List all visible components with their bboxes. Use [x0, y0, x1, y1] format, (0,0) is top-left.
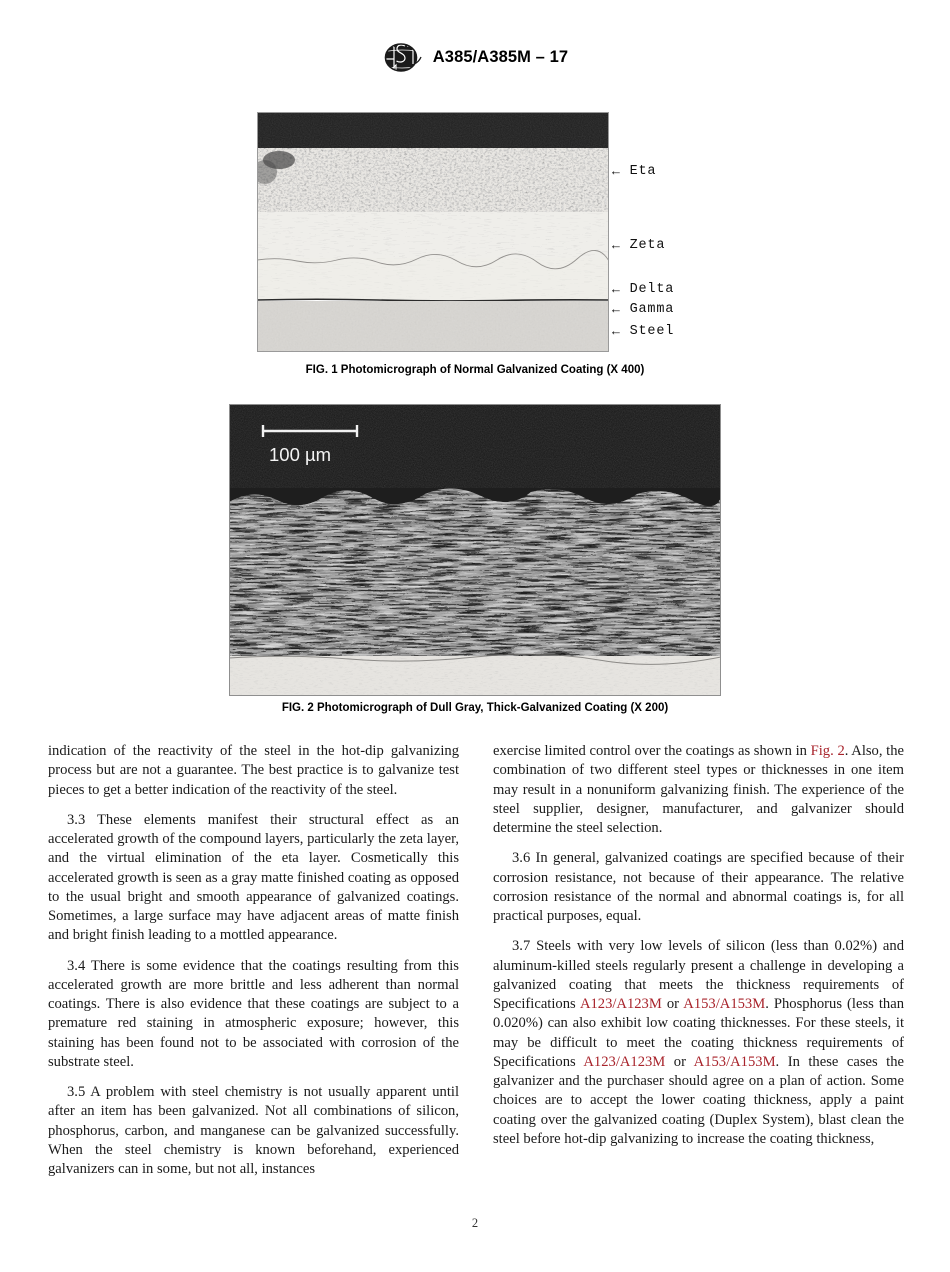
paragraph — [48, 811, 459, 946]
paragraph — [493, 742, 904, 838]
reference-link[interactable]: A123/A123M — [579, 996, 662, 1012]
paragraph — [48, 742, 459, 800]
figure-2-image — [229, 404, 721, 696]
figure-1-micrograph — [257, 112, 609, 352]
figure-1-label-steel — [612, 324, 674, 339]
text-run: 3.7 Steels with very low levels of silicon (less than 0.02%) and aluminum-killed steels regularly present a challenge in developing a galvanized coating that meets the thickness requirements of Specifications — [493, 938, 904, 1012]
reference-link[interactable]: A153/A153M — [693, 1053, 776, 1070]
reference-link[interactable]: A153/A153M — [683, 996, 766, 1012]
figure-1-label-eta — [612, 164, 656, 179]
reference-link[interactable]: Fig. 2 — [810, 743, 845, 759]
layer-name: Delta — [629, 282, 675, 297]
text-run: . Phosphorus (less than 0.020%) can also exhibit low coating thicknesses. For these steels, it may be difficult to meet the coating thickness requirements of Specifications — [493, 996, 904, 1070]
figure-1-image — [257, 112, 609, 352]
text-run: 3.6 In general, galvanized coatings are specified because of their corrosion resistance, not because of their appearance. The relative corrosion resistance of the normal and abnormal coatings is, for all practical purposes, equal. — [493, 850, 904, 924]
body-text-columns — [48, 742, 904, 1179]
arrow-left-icon: ← — [612, 282, 621, 297]
svg-text:100 µm: 100 µm — [269, 444, 332, 465]
figure-1-label-zeta — [612, 238, 665, 253]
arrow-left-icon: ← — [612, 164, 621, 179]
page-title: A385/A385M – 17 — [432, 48, 569, 66]
page-number: 2 — [471, 1216, 479, 1230]
figure-2-micrograph — [229, 404, 721, 696]
page-header — [0, 42, 950, 73]
text-run: indication of the reactivity of the steel in the hot-dip galvanizing process but are not a guarantee. The best practice is to galvanize test pieces to get a better indication of the reactivity of the steel. — [48, 743, 459, 798]
figure-1-label-gamma — [612, 302, 674, 317]
layer-name: Steel — [629, 324, 675, 339]
paragraph — [48, 1083, 459, 1179]
text-run: or — [661, 996, 684, 1012]
figure-1-caption: FIG. 1 Photomicrograph of Normal Galvanized Coating (X 400) — [305, 364, 645, 376]
astm-logo-icon — [382, 42, 422, 73]
text-run: . Also, the combination of two different steel types or thicknesses in one item may result in a nonuniform galvanizing finish. The experience of the steel supplier, designer, manufacturer, and galvanizer should determine the steel selection. — [493, 743, 905, 836]
arrow-left-icon: ← — [612, 302, 621, 317]
layer-name: Gamma — [629, 302, 675, 317]
paragraph — [493, 937, 904, 1149]
arrow-left-icon: ← — [612, 238, 621, 253]
figure-1-label-delta — [612, 282, 674, 297]
reference-link[interactable]: A123/A123M — [583, 1053, 666, 1070]
text-run: 3.3 These elements manifest their structural effect as an accelerated growth of the compound layers, particularly the zeta layer, and the virtual elimination of the eta layer. Cosmetically this accelerated growth is seen as a gray matte finished coating as opposed to the usual bright and smooth appearance of galvanized coatings. Sometimes, a large surface may have adjacent areas of matte finish and bright finish leading to a mottled appearance. — [48, 811, 459, 944]
text-run: exercise limited control over the coatings as shown in — [493, 743, 811, 759]
figure-2-caption: FIG. 2 Photomicrograph of Dull Gray, Thick-Galvanized Coating (X 200) — [281, 702, 669, 714]
figure-1-layer-labels — [612, 112, 732, 352]
layer-name: Zeta — [629, 238, 666, 253]
paragraph — [493, 849, 904, 926]
layer-name: Eta — [629, 164, 657, 179]
right-column — [493, 742, 904, 1179]
text-run: . In these cases the galvanizer and the purchaser should agree on a plan of action. Some choices are to accept the lower coating thickness, apply a paint coating over the galvanized coating (Duplex System), blast clean the steel before hot-dip galvanizing to increase the coating thickness, — [493, 1053, 904, 1147]
text-run: or — [665, 1053, 694, 1070]
text-run: 3.4 There is some evidence that the coatings resulting from this accelerated growth are more brittle and less adherent than normal coatings. There is also evidence that these coatings are subject to a premature red staining in atmospheric exposure; however, this staining has been found not to be associated with corrosion of the substrate steel. — [48, 957, 459, 1070]
paragraph — [48, 957, 459, 1073]
arrow-left-icon: ← — [612, 324, 621, 339]
left-column — [48, 742, 459, 1179]
text-run: 3.5 A problem with steel chemistry is not usually apparent until after an item has been galvanized. Not all combinations of silicon, phosphorus, carbon, and manganese can be galvanized successfully. When the steel chemistry is known beforehand, experienced galvanizers can in some, but not all, instances — [48, 1084, 459, 1177]
